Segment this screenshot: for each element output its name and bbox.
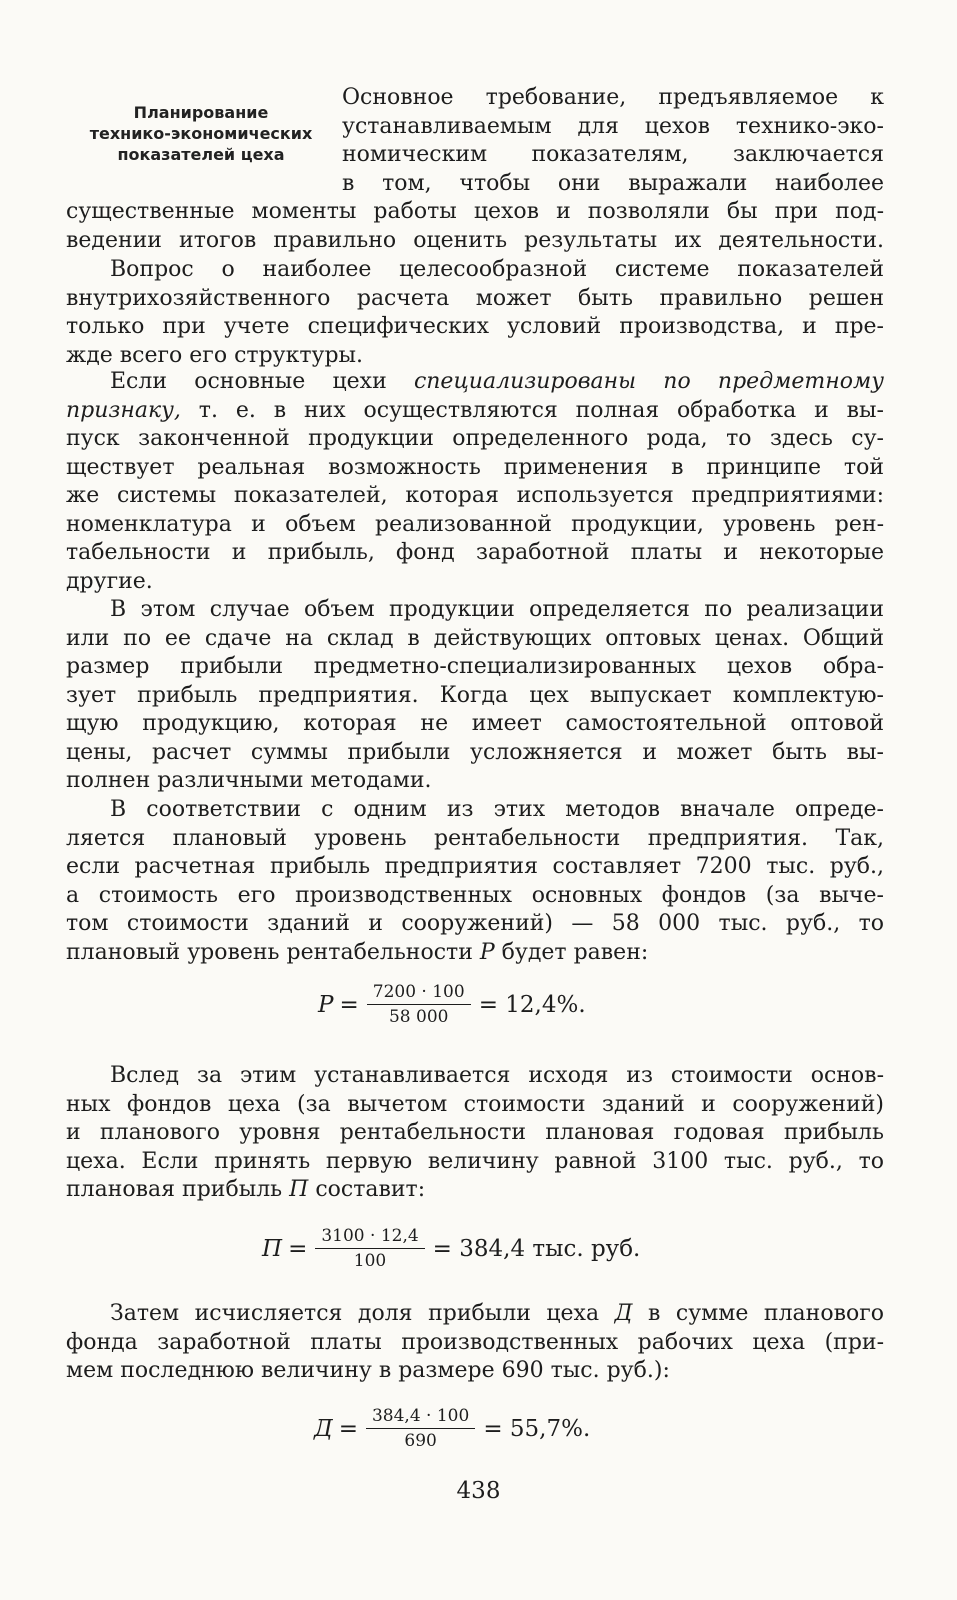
text-line: другие. [66,568,153,594]
text-line: номическим показателям, заключается [342,142,884,167]
fraction-numerator: 7200 · 100 [367,982,471,1005]
text-line: пуск законченной продукции определенного рода, то здесь су- [66,426,884,451]
paragraph-6 [66,1062,884,1205]
paragraph-5 [66,796,884,967]
fraction-denominator: 100 [353,1251,387,1271]
text-line: Основное требование, предъявляемое к [342,85,884,110]
formula-result: = 55,7%. [483,1415,591,1442]
text-run: Затем исчисляется доля прибыли цеха [110,1301,615,1326]
text-line [66,397,884,426]
formula-result: = 384,4 тыс. руб. [432,1235,641,1262]
fraction-denominator: 58 000 [388,1007,449,1027]
text-line: жде всего его структуры. [66,342,364,368]
text-line: щую продукцию, которая не имеет самостоятельной оптовой [66,711,884,736]
text-line: только при учете специфических условий производства, и пре- [66,314,884,339]
text-line: том стоимости зданий и сооружений) — 58 000 тыс. руб., то [66,911,884,936]
formula-profit-share [314,1406,590,1451]
text-line: табельности и прибыль, фонд заработной платы и некоторые [66,540,884,565]
paragraph-7 [66,1300,884,1386]
side-heading-line: технико-экономических [89,124,313,143]
text-line: Вопрос о наиболее целесообразной системе показателей [110,257,884,282]
text-line: ществует реальная возможность применения в принципе той [66,454,884,480]
formula-equals: = [339,991,359,1018]
italic-emphasis: специализированы по предметному [413,369,884,394]
formula-equals: = [338,1415,358,1442]
variable-symbol: Д [614,1301,633,1326]
paragraph-4 [66,596,884,796]
text-line: цеха. Если принять первую величину равной 3100 тыс. руб., то [66,1148,884,1174]
text-run: т. е. в них осуществляются полная обработка и вы- [180,397,884,423]
text-run: плановая прибыль [66,1177,290,1202]
text-line: устанавливаемым для цехов технико-эко- [342,113,884,139]
variable-symbol: П [289,1177,309,1202]
formula-variable: Д [314,1415,333,1442]
formula-fraction [315,1226,424,1271]
formula-fraction [366,1406,475,1451]
text-line: внутрихозяйственного расчета может быть правильно решен [66,285,884,311]
fraction-numerator: 3100 · 12,4 [315,1226,424,1249]
section-side-heading [70,102,332,165]
text-line [66,1300,884,1329]
formula-equals: = [288,1235,308,1262]
text-line: а стоимость его производственных основных фондов (за выче- [66,882,884,908]
text-run: составит: [308,1177,426,1202]
fraction-denominator: 690 [404,1431,437,1451]
text-run: будет равен: [494,939,649,965]
formula-planned-profit [262,1226,640,1271]
text-line: В соответствии с одним из этих методов вначале опреде- [110,797,884,822]
fraction-numerator: 384,4 · 100 [366,1406,475,1429]
text-line: цены, расчет суммы прибыли усложняется и может быть вы- [66,739,884,765]
text-line [66,368,884,397]
italic-emphasis: признаку, [66,397,181,423]
text-line: фонда заработной платы производственных рабочих цеха (при- [66,1329,884,1355]
text-run: Если основные цехи [110,369,414,394]
text-line: ных фондов цеха (за вычетом стоимости зданий и сооружений) [66,1091,884,1117]
paragraph-3 [66,368,884,596]
side-heading-line: Планирование [133,103,269,122]
text-line: полнен различными методами. [66,768,432,793]
text-line: зует прибыль предприятия. Когда цех выпускает комплектую- [66,682,884,708]
formula-fraction [367,982,471,1027]
paragraph-1-continued [66,198,884,255]
text-line: в том, чтобы они выражали наиболее [342,170,884,196]
page-number: 438 [456,1478,501,1504]
text-line: мем последнюю величину в размере 690 тыс. руб.): [66,1358,670,1383]
text-line: или по ее сдаче на склад в действующих оптовых ценах. Общий [66,625,884,651]
side-heading-line: показателей цеха [117,145,285,164]
text-line: ляется плановый уровень рентабельности предприятия. Так, [66,825,884,851]
text-line: Вслед за этим устанавливается исходя из стоимости основ- [110,1063,884,1088]
text-line: номенклатура и объем реализованной продукции, уровень рен- [66,511,884,537]
text-line: существенные моменты работы цехов и позволяли бы при под- [66,199,884,224]
text-line [66,939,884,968]
formula-variable: P [318,991,334,1018]
paragraph-2 [66,256,884,370]
variable-symbol: P [479,939,495,965]
paragraph-1-side-column [342,84,884,198]
formula-result: = 12,4%. [478,991,586,1018]
text-line: В этом случае объем продукции определяется по реализации [110,597,884,622]
text-line: и планового уровня рентабельности плановая годовая прибыль [66,1120,884,1145]
formula-profitability [318,982,586,1027]
text-line: размер прибыли предметно-специализированных цехов обра- [66,654,884,679]
text-line: ведении итогов правильно оценить результаты их деятельности. [66,227,884,253]
text-run: плановый уровень рентабельности [66,939,480,965]
text-line: же системы показателей, которая используется предприятиями: [66,483,884,508]
text-line [66,1176,884,1205]
text-run: в сумме планового [632,1301,884,1326]
text-line: если расчетная прибыль предприятия составляет 7200 тыс. руб., [66,854,884,879]
formula-variable: П [262,1235,283,1262]
